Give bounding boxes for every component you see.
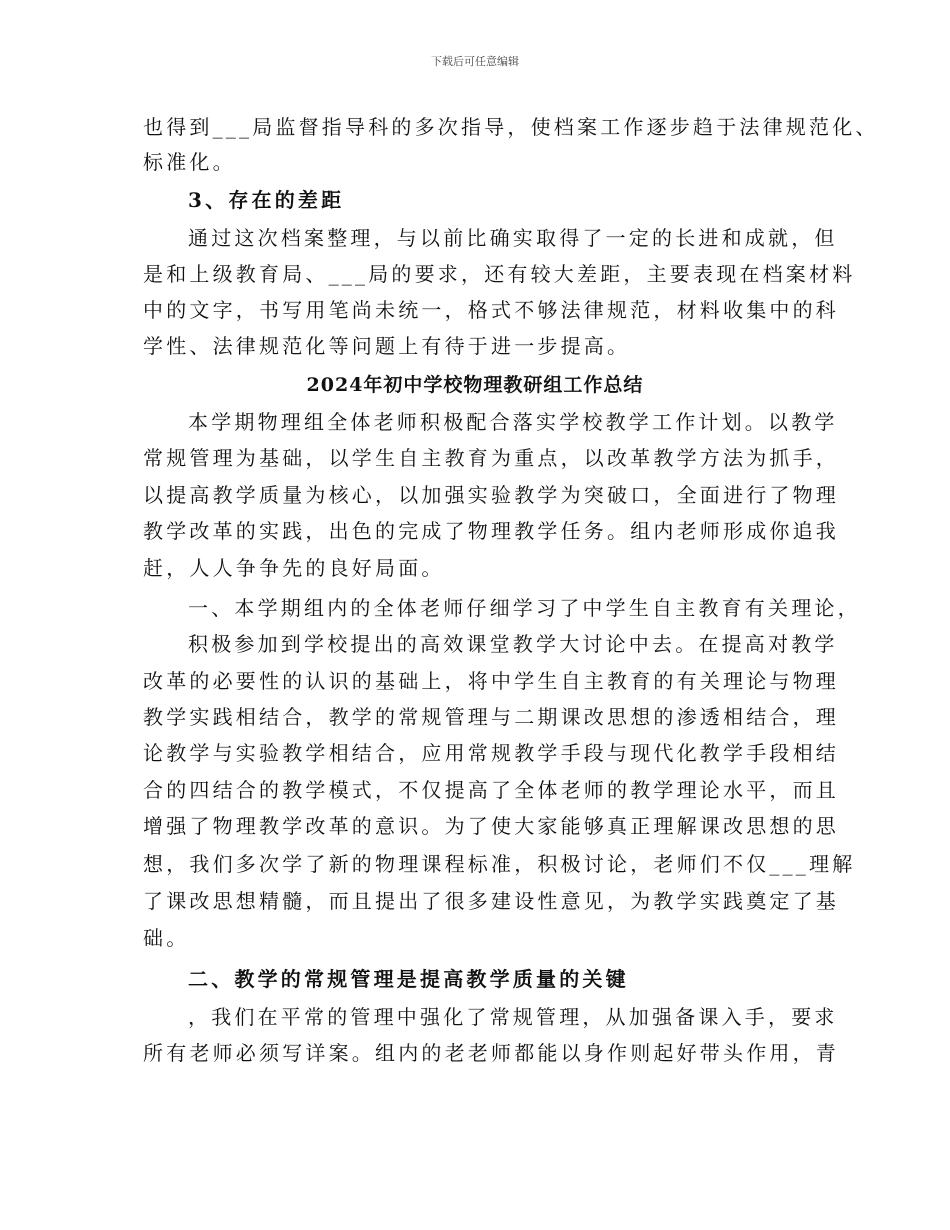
text-line: 中的文字，书写用笔尚未统一，格式不够法律规范，材料收集中的科 xyxy=(143,298,839,322)
text-line: 合的四结合的教学模式，不仅提高了全体老师的教学理论水平，而且 xyxy=(143,778,839,802)
text-line: ，我们在平常的管理中强化了常规管理，从加强备课入手，要求 xyxy=(188,1005,838,1029)
text-line: 了课改思想精髓，而且提出了很多建设性意见，为教学实践奠定了基 xyxy=(143,889,839,913)
text-line: 想，我们多次学了新的物理课程标准，积极讨论，老师们不仅___理解 xyxy=(143,852,856,876)
text-line: 赶，人人争争先的良好局面。 xyxy=(143,556,445,580)
text-line: 常规管理为基础，以学生自主教育为重点，以改革教学方法为抓手， xyxy=(143,446,839,470)
text-line: 以提高教学质量为核心，以加强实验教学为突破口，全面进行了物理 xyxy=(143,483,839,507)
text-line: 通过这次档案整理，与以前比确实取得了一定的长进和成就，但 xyxy=(188,226,838,250)
text-line: 论教学与实验教学相结合，应用常规教学手段与现代化教学手段相结 xyxy=(143,741,839,765)
text-line: 一、本学期组内的全体老师仔细学习了中学生自主教育有关理论， xyxy=(188,596,861,620)
text-line: 本学期物理组全体老师积极配合落实学校教学工作计划。以教学 xyxy=(188,410,838,434)
section-heading: 二、教学的常规管理是提高教学质量的关键 xyxy=(188,967,629,991)
text-line: 也得到___局监督指导科的多次指导，使档案工作逐步趋于法律规范化、 xyxy=(143,115,879,139)
document-title: 2024年初中学校物理教研组工作总结 xyxy=(306,374,644,396)
text-line: 所有老师必须写详案。组内的老老师都能以身作则起好带头作用，青 xyxy=(143,1041,839,1065)
text-line: 标准化。 xyxy=(143,150,236,174)
text-line: 教学实践相结合，教学的常规管理与二期课改思想的渗透相结合，理 xyxy=(143,705,839,729)
text-line: 教学改革的实践，出色的完成了物理教学任务。组内老师形成你追我 xyxy=(143,519,839,543)
text-line: 增强了物理教学改革的意识。为了使大家能够真正理解课改思想的思 xyxy=(143,814,839,838)
text-line: 积极参加到学校提出的高效课堂教学大讨论中去。在提高对教学 xyxy=(188,632,838,656)
text-line: 础。 xyxy=(143,926,190,950)
text-line: 是和上级教育局、___局的要求，还有较大差距，主要表现在档案材料 xyxy=(143,262,856,286)
text-line: 学性、法律规范化等问题上有待于进一步提高。 xyxy=(143,334,631,358)
page-header: 下载后可任意编辑 xyxy=(431,55,519,68)
text-line: 改革的必要性的认识的基础上，将中学生自主教育的有关理论与物理 xyxy=(143,669,839,693)
section-heading: 3、存在的差距 xyxy=(188,188,345,212)
